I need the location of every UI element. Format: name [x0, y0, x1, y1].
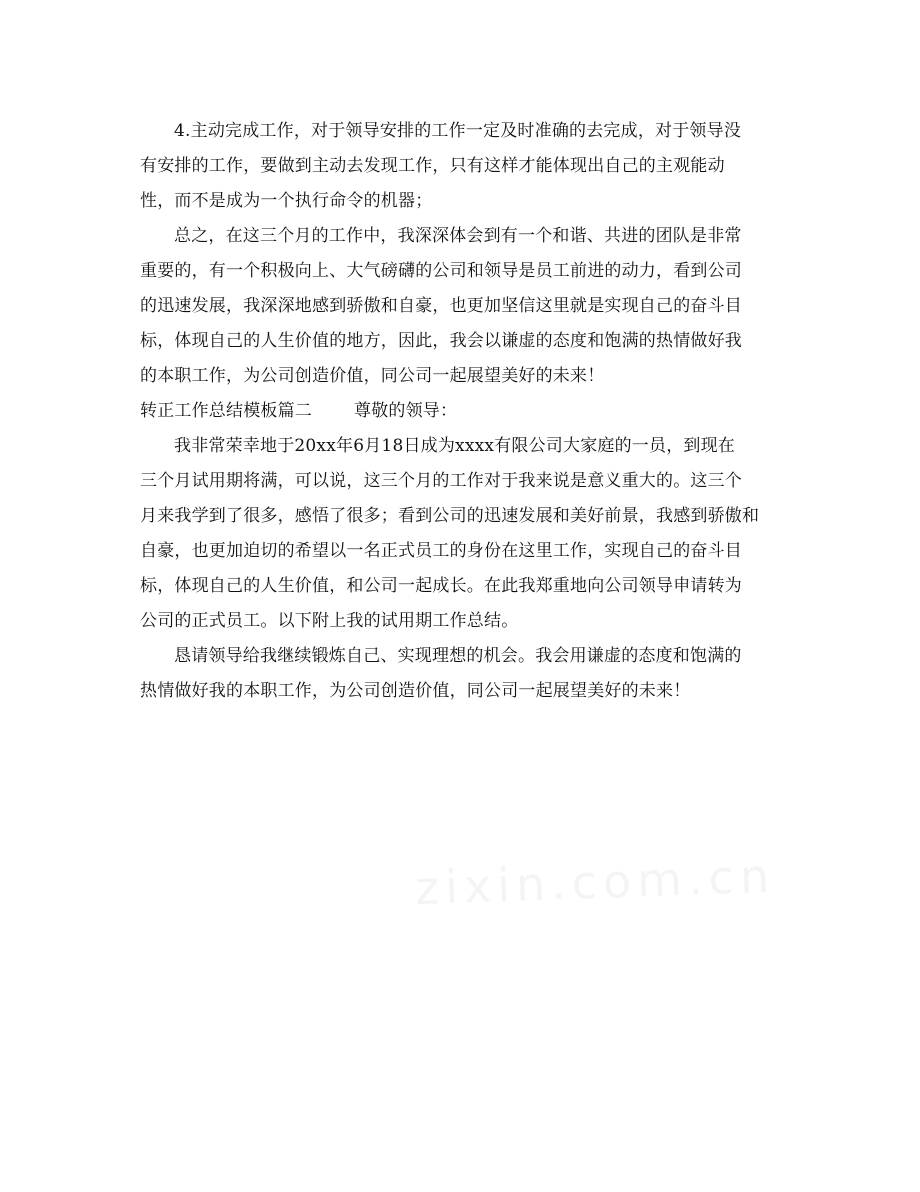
text-line: 我非常荣幸地于20xx年6月18日成为xxxx有限公司大家庭的一员，到现在	[174, 436, 736, 456]
text-line: 重要的，有一个积极向上、大气磅礴的公司和领导是员工前进的动力，看到公司	[140, 261, 742, 281]
text-line: 热情做好我的本职工作，为公司创造价值，同公司一起展望美好的未来！	[140, 681, 691, 701]
document-body	[140, 114, 780, 709]
salutation: 尊敬的领导：	[354, 401, 458, 421]
paragraph-introduction	[140, 429, 780, 639]
text-line: 公司的正式员工。以下附上我的试用期工作总结。	[140, 611, 519, 631]
text-line: 的本职工作，为公司创造价值，同公司一起展望美好的未来！	[140, 366, 605, 386]
text-line: 标，体现自己的人生价值的地方，因此，我会以谦虚的态度和饱满的热情做好我	[140, 331, 742, 351]
text-line: 自豪，也更加迫切的希望以一名正式员工的身份在这里工作，实现自己的奋斗目	[140, 541, 742, 561]
text-line: 恳请领导给我继续锻炼自己、实现理想的机会。我会用谦虚的态度和饱满的	[174, 646, 742, 666]
text-line: 三个月试用期将满，可以说，这三个月的工作对于我来说是意义重大的。这三个	[140, 471, 742, 491]
text-line: 4.主动完成工作，对于领导安排的工作一定及时准确的去完成，对于领导没	[174, 121, 742, 141]
text-line: 的迅速发展，我深深地感到骄傲和自豪，也更加坚信这里就是实现自己的奋斗目	[140, 296, 742, 316]
paragraph-request	[140, 639, 780, 709]
section-heading	[140, 394, 780, 429]
text-line: 月来我学到了很多，感悟了很多；看到公司的迅速发展和美好前景，我感到骄傲和	[140, 506, 760, 526]
paragraph-summary	[140, 219, 780, 394]
section-title: 转正工作总结模板篇二	[140, 401, 312, 421]
text-line: 标，体现自己的人生价值，和公司一起成长。在此我郑重地向公司领导申请转为	[140, 576, 742, 596]
paragraph-active-work	[140, 114, 780, 219]
text-line: 总之，在这三个月的工作中，我深深体会到有一个和谐、共进的团队是非常	[174, 226, 742, 246]
watermark: zixin.com.cn	[414, 848, 776, 916]
text-line: 性，而不是成为一个执行命令的机器；	[140, 191, 433, 211]
text-line: 有安排的工作，要做到主动去发现工作，只有这样才能体现出自己的主观能动	[140, 156, 725, 176]
